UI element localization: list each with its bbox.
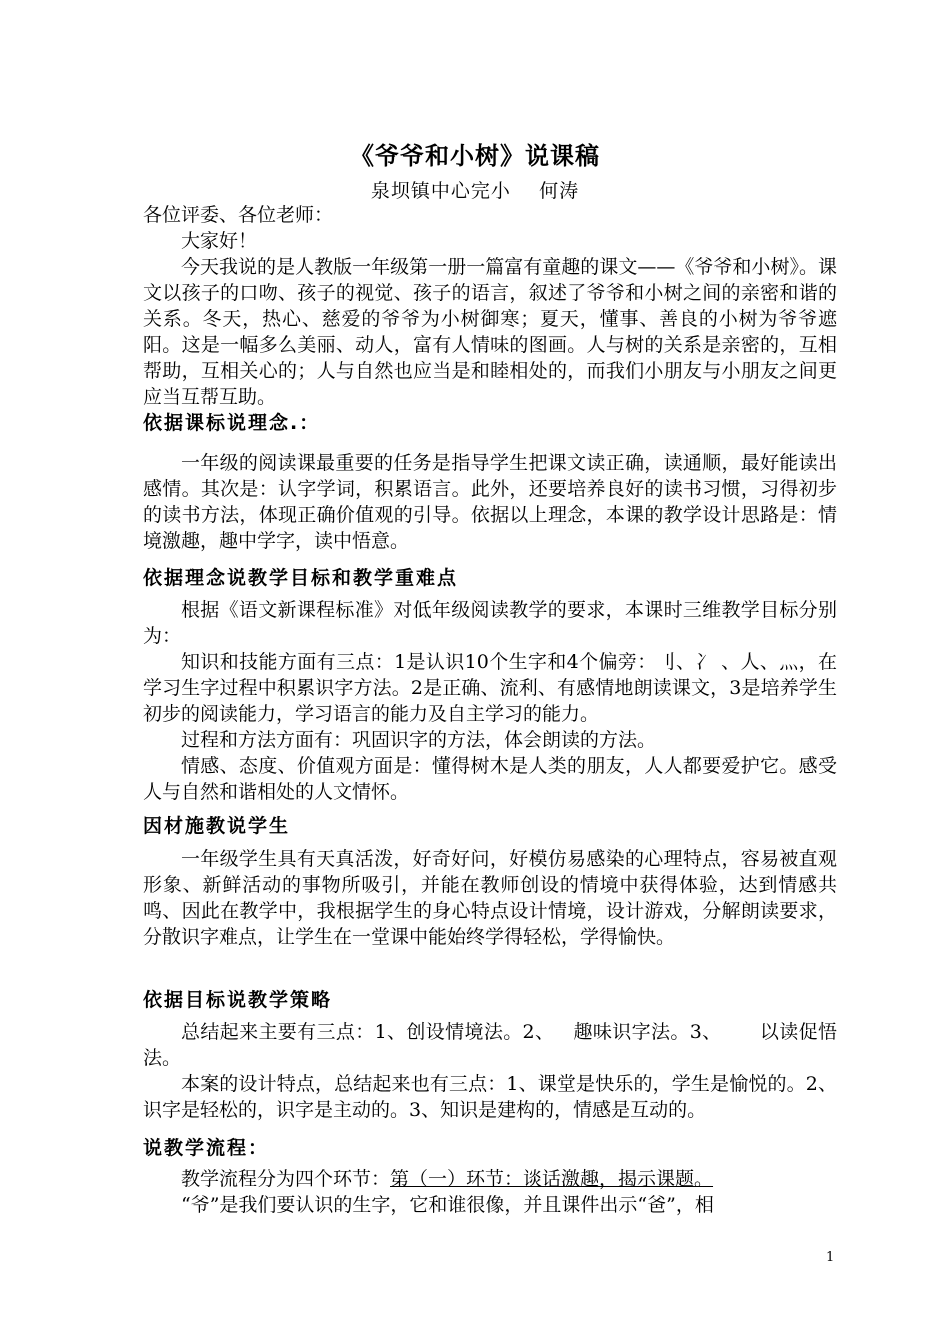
goals-emotion: 情感、态度、价值观方面是：懂得树木是人类的朋友，人人都要爱护它。感受人与自然和谐相处的人文情怀。: [143, 755, 837, 803]
section-heading-concept: 依据课标说理念.：: [143, 412, 321, 434]
concept-section: [143, 450, 837, 554]
section-heading-goals: 依据理念说教学目标和教学重难点: [143, 567, 459, 589]
hello-line: 大家好！: [181, 230, 258, 252]
process-intro-text: 教学流程分为四个环节：: [181, 1168, 391, 1190]
intro-section: [143, 202, 837, 410]
intro-paragraph: 今天我说的是人教版一年级第一册一篇富有童趣的课文——《爷爷和小树》。课文以孩子的口吻、孩子的视觉、孩子的语言，叙述了爷爷和小树之间的亲密和谐的关系。冬天，热心、慈爱的爷爷为小树御寒；夏天，懂事、善良的小树为爷爷遮阳。这是一幅多么美丽、动人，富有人情味的图画。人与树的关系是亲密的，互相帮助，互相关心的；人与自然也应当是和睦相处的，而我们小朋友与小朋友之间更应当互帮互助。: [143, 256, 837, 408]
page-number: 1: [826, 1250, 835, 1265]
author-line: 泉坝镇中心完小 何涛: [370, 180, 580, 202]
process-detail: “爷”是我们要认识的生字，它和谁很像，并且课件出示“爸”，相: [181, 1194, 714, 1216]
goals-knowledge: 知识和技能方面有三点：1是认识10个生字和4个偏旁：刂、冫 、人、灬，在学习生字过程中积累识字方法。2是正确、流利、有感情地朗读课文，3是培养学生初步的阅读能力，学习语言的能力及自主学习的能力。: [143, 651, 837, 725]
section-heading-students: 因材施教说学生: [143, 815, 291, 837]
process-intro: [143, 1166, 837, 1192]
goals-process: 过程和方法方面有：巩固识字的方法，体会朗读的方法。: [181, 729, 657, 751]
process-step-one: 第（一）环节：谈话激趣，揭示课题。: [390, 1168, 714, 1190]
goals-intro: 根据《语文新课程标准》对低年级阅读教学的要求，本课时三维教学目标分别为：: [143, 599, 837, 647]
document-title: 《爷爷和小树》说课稿: [350, 142, 600, 170]
section-heading-strategy: 依据目标说教学策略: [143, 989, 333, 1011]
section-heading-process: 说教学流程：: [143, 1137, 270, 1159]
process-section: [143, 1166, 837, 1218]
concept-paragraph: 一年级的阅读课最重要的任务是指导学生把课文读正确，读通顺，最好能读出感情。其次是：认字学词，积累语言。此外，还要培养良好的读书习惯，习得初步的读书方法，体现正确价值观的引导。依据以上理念，本课的教学设计思路是：情境激趣，趣中学字，读中悟意。: [143, 452, 837, 552]
greeting: 各位评委、各位老师：: [143, 204, 334, 226]
students-section: [143, 846, 837, 950]
strategy-section: [143, 1019, 837, 1123]
students-paragraph: 一年级学生具有天真活泼，好奇好问，好模仿易感染的心理特点，容易被直观形象、新鲜活动的事物所吸引，并能在教师创设的情境中获得体验，达到情感共鸣、因此在教学中，我根据学生的身心特点设计情境，设计游戏，分解朗读要求，分散识字难点，让学生在一堂课中能始终学得轻松，学得愉快。: [143, 848, 837, 948]
goals-section: [143, 597, 837, 805]
strategy-features: 本案的设计特点，总结起来也有三点：1、课堂是快乐的，学生是愉悦的。2、识字是轻松的，识字是主动的。3、知识是建构的，情感是互动的。: [143, 1073, 837, 1121]
strategy-methods: 总结起来主要有三点：1、创设情境法。2、 趣味识字法。3、 以读促悟法。: [143, 1021, 837, 1069]
